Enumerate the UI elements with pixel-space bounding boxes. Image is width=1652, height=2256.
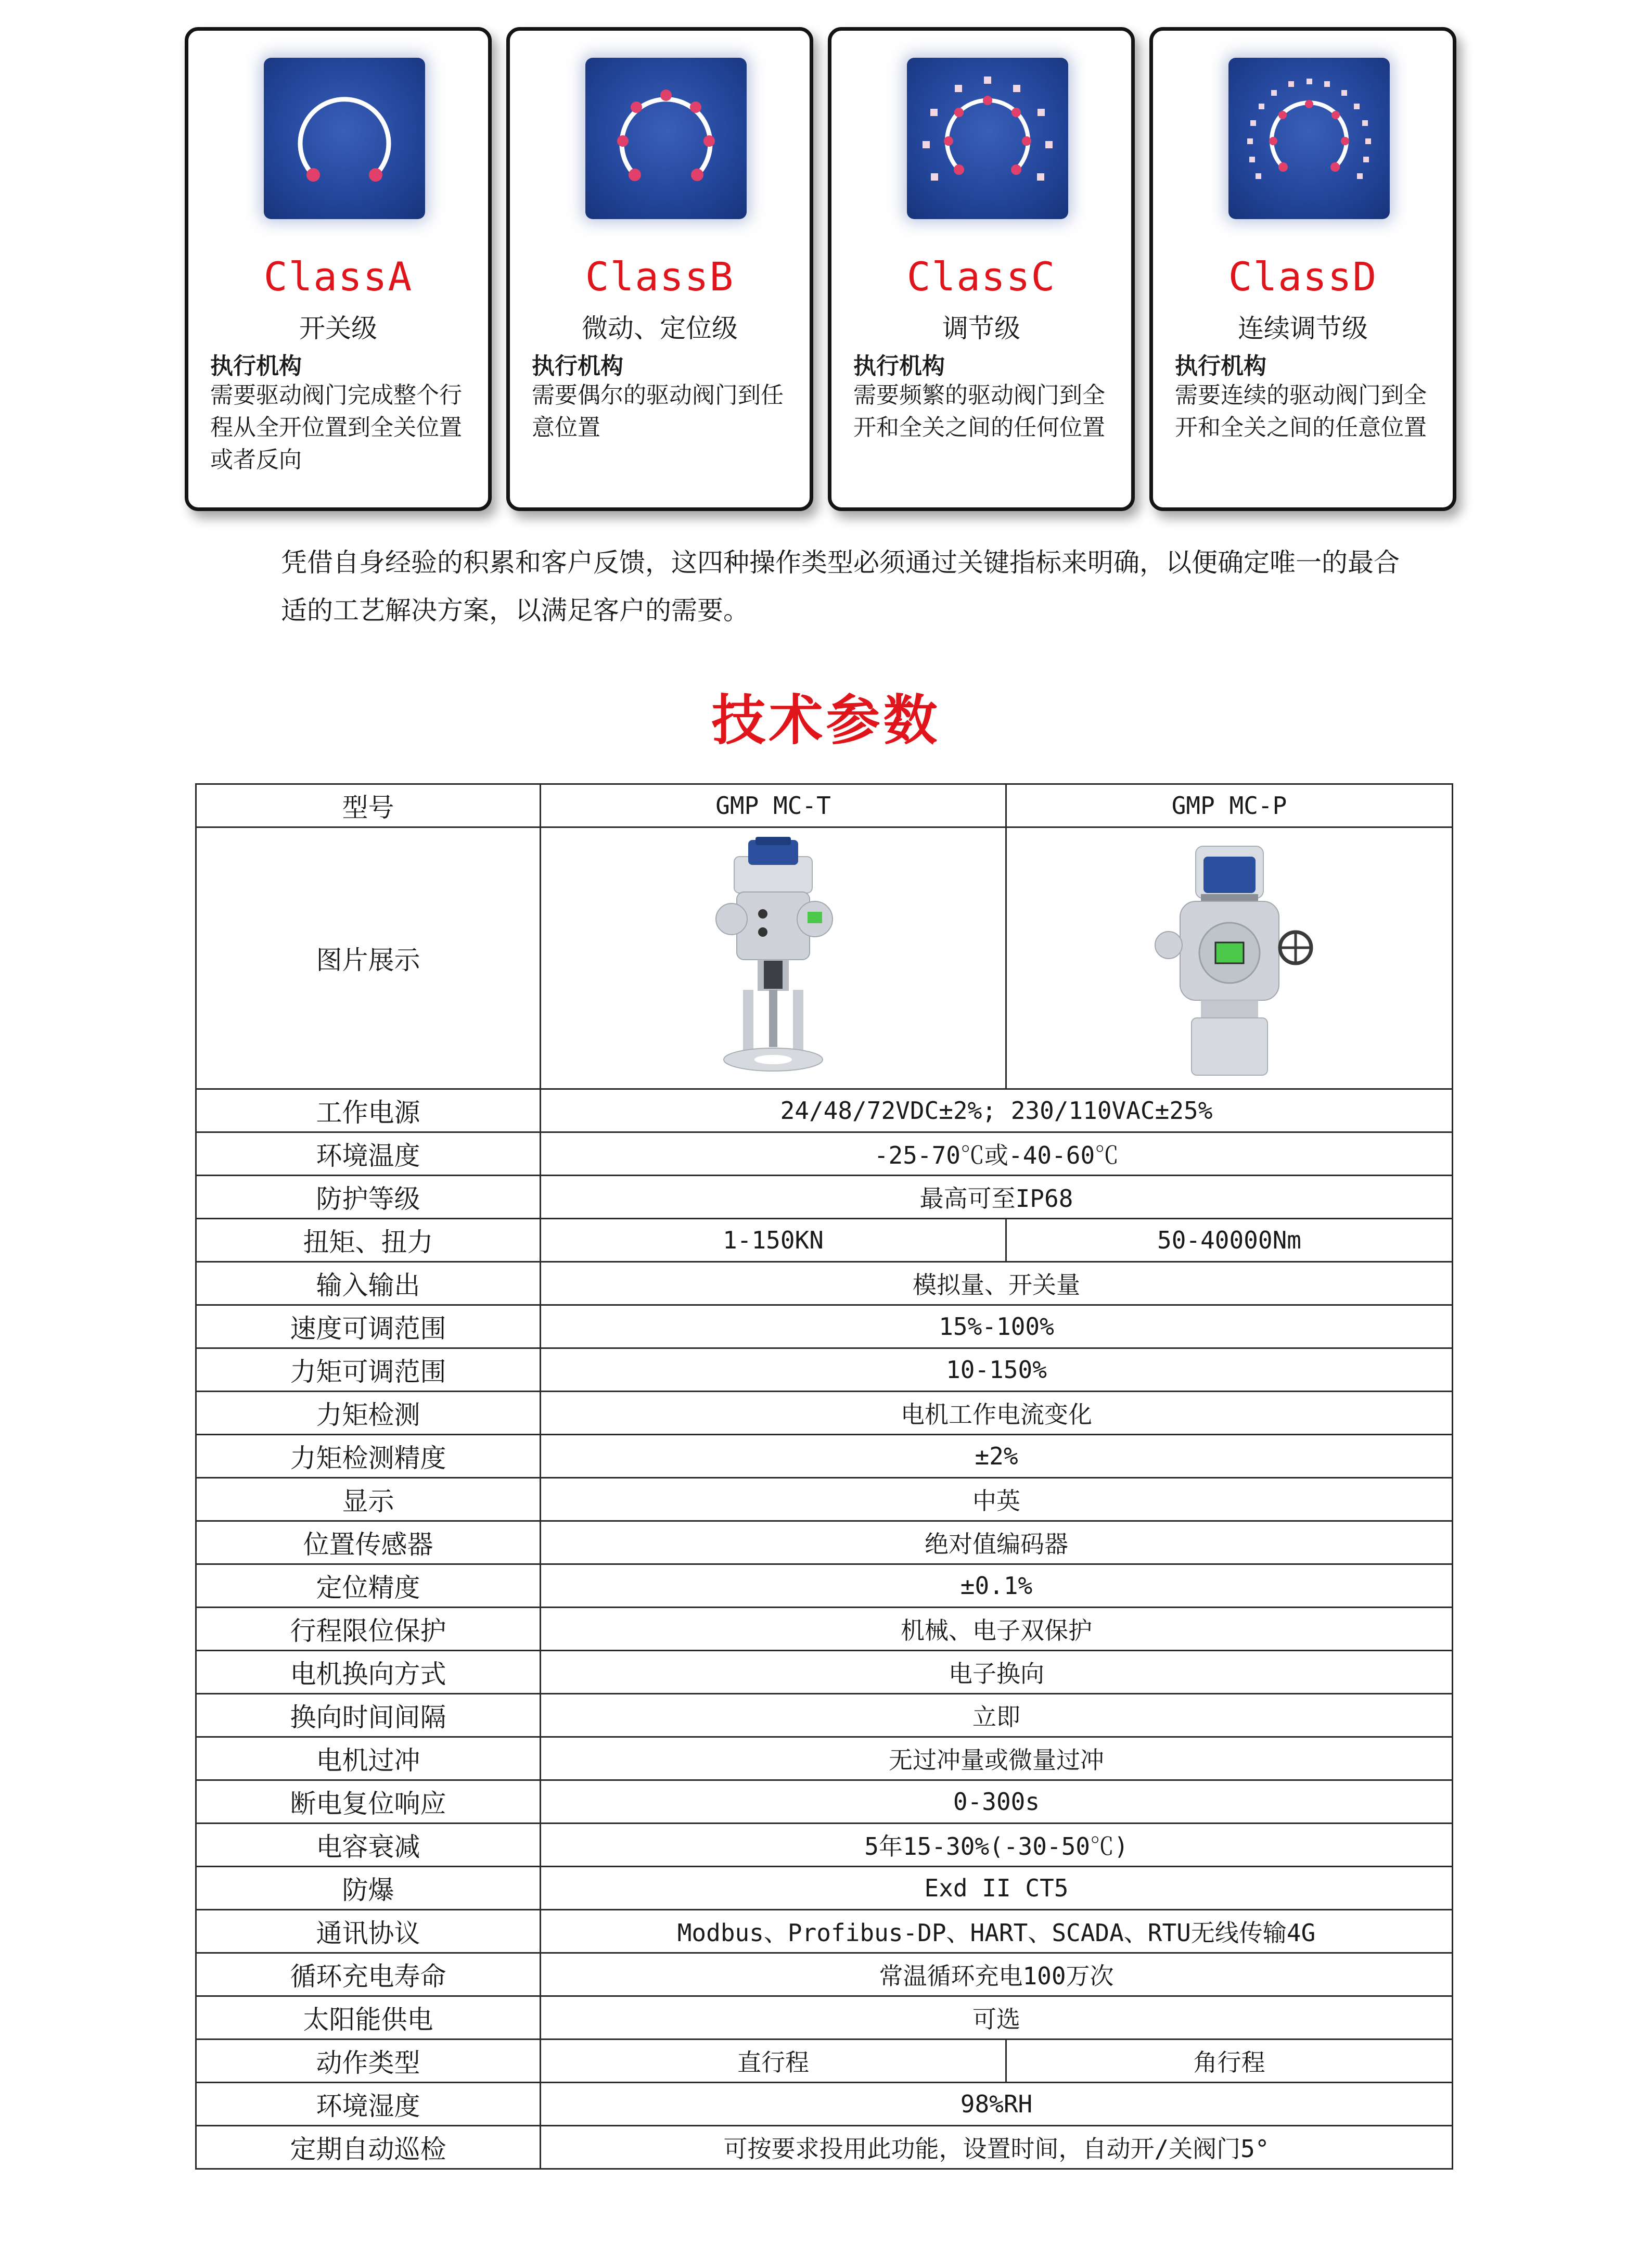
ring-dial-b-icon (585, 58, 747, 219)
row-value: 24/48/72VDC±2%; 230/110VAC±25% (541, 1089, 1453, 1132)
row-label: 定期自动巡检 (196, 2126, 541, 2169)
table-row (196, 1996, 1453, 2040)
table-row (196, 1262, 1453, 1305)
class-card-a (185, 27, 492, 511)
class-subtitle: 调节级 (942, 313, 1020, 343)
operation-class-cards (185, 27, 1462, 514)
table-row (196, 2126, 1453, 2169)
row-value: 98%RH (541, 2083, 1453, 2126)
class-title: ClassA (263, 253, 413, 300)
table-row (196, 1737, 1453, 1780)
ring-dial-c-icon (907, 58, 1068, 219)
table-row (196, 1348, 1453, 1392)
row-label: 输入输出 (196, 1262, 541, 1305)
row-value: 机械、电子双保护 (541, 1608, 1453, 1651)
class-heading: 执行机构 (532, 353, 623, 379)
table-row (196, 1521, 1453, 1564)
row-label: 电机过冲 (196, 1737, 541, 1780)
table-row (196, 1089, 1453, 1132)
row-label: 通讯协议 (196, 1910, 541, 1953)
row-label: 力矩检测精度 (196, 1435, 541, 1478)
table-row (196, 1780, 1453, 1824)
row-label: 显示 (196, 1478, 541, 1521)
row-label: 太阳能供电 (196, 1996, 541, 2040)
table-row (196, 1176, 1453, 1219)
row-label: 型号 (196, 784, 541, 827)
table-row (196, 1824, 1453, 1867)
class-card-c (828, 27, 1135, 511)
row-value: -25-70℃或-40-60℃ (541, 1132, 1453, 1176)
model-name: GMP MC-T (541, 784, 1006, 827)
class-subtitle: 开关级 (299, 313, 377, 343)
row-label: 循环充电寿命 (196, 1953, 541, 1996)
class-description: 需要频繁的驱动阀门到全开和全关之间的任何位置 (853, 382, 1105, 441)
row-value: 最高可至IP68 (541, 1176, 1453, 1219)
row-label: 位置传感器 (196, 1521, 541, 1564)
row-label: 电机换向方式 (196, 1651, 541, 1694)
row-label: 扭矩、扭力 (196, 1219, 541, 1262)
row-value: 中英 (541, 1478, 1453, 1521)
ring-dial-d-icon (1228, 58, 1390, 219)
row-value: 15%-100% (541, 1305, 1453, 1348)
table-row (196, 1478, 1453, 1521)
row-value: 常温循环充电100万次 (541, 1953, 1453, 1996)
row-label: 定位精度 (196, 1564, 541, 1608)
table-row (196, 1392, 1453, 1435)
table-row (196, 1564, 1453, 1608)
table-row (196, 1651, 1453, 1694)
row-label: 环境湿度 (196, 2083, 541, 2126)
product-image-cell (541, 827, 1006, 1089)
row-value: 角行程 (1006, 2040, 1453, 2083)
table-row (196, 1608, 1453, 1651)
product-image-cell (1006, 827, 1453, 1089)
row-value: 立即 (541, 1694, 1453, 1737)
rotary-actuator-image (1144, 836, 1315, 1080)
class-description: 需要偶尔的驱动阀门到任意位置 (532, 382, 784, 441)
row-label: 换向时间间隔 (196, 1694, 541, 1737)
class-title: ClassD (1228, 253, 1378, 300)
table-row (196, 827, 1453, 1089)
row-label: 环境温度 (196, 1132, 541, 1176)
model-name: GMP MC-P (1006, 784, 1453, 827)
row-label: 力矩检测 (196, 1392, 541, 1435)
row-value: 可按要求投用此功能，设置时间，自动开/关阀门5° (541, 2126, 1453, 2169)
section-title: 技术参数 (711, 689, 941, 752)
row-value: 直行程 (541, 2040, 1006, 2083)
row-value: 电子换向 (541, 1651, 1453, 1694)
row-label: 动作类型 (196, 2040, 541, 2083)
table-row (196, 1305, 1453, 1348)
row-label: 工作电源 (196, 1089, 541, 1132)
row-value: 50-40000Nm (1006, 1219, 1453, 1262)
table-row (196, 1132, 1453, 1176)
row-value: 1-150KN (541, 1219, 1006, 1262)
row-value: 5年15-30%(-30-50℃) (541, 1824, 1453, 1867)
table-row (196, 1694, 1453, 1737)
row-value: 无过冲量或微量过冲 (541, 1737, 1453, 1780)
class-description: 需要连续的驱动阀门到全开和全关之间的任意位置 (1175, 382, 1427, 441)
row-label: 断电复位响应 (196, 1780, 541, 1824)
row-label: 速度可调范围 (196, 1305, 541, 1348)
row-label: 防护等级 (196, 1176, 541, 1219)
class-description: 需要驱动阀门完成整个行程从全开位置到全关位置或者反向 (210, 382, 462, 473)
class-card-d (1149, 27, 1456, 511)
row-value: ±2% (541, 1435, 1453, 1478)
class-title: ClassB (585, 253, 735, 300)
linear-actuator-image (706, 836, 841, 1080)
row-value: 模拟量、开关量 (541, 1262, 1453, 1305)
row-label: 行程限位保护 (196, 1608, 541, 1651)
row-label: 力矩可调范围 (196, 1348, 541, 1392)
table-row (196, 1219, 1453, 1262)
class-heading: 执行机构 (210, 353, 302, 379)
class-heading: 执行机构 (1175, 353, 1266, 379)
row-label: 电容衰减 (196, 1824, 541, 1867)
table-row (196, 784, 1453, 827)
table-row (196, 1910, 1453, 1953)
table-row (196, 2083, 1453, 2126)
class-card-b (506, 27, 813, 511)
table-row (196, 1435, 1453, 1478)
row-value: ±0.1% (541, 1564, 1453, 1608)
row-value: Exd II CT5 (541, 1867, 1453, 1910)
table-row (196, 2040, 1453, 2083)
row-label: 防爆 (196, 1867, 541, 1910)
spec-table (195, 783, 1453, 2170)
row-value: 绝对值编码器 (541, 1521, 1453, 1564)
class-subtitle: 微动、定位级 (582, 313, 738, 343)
class-subtitle: 连续调节级 (1238, 313, 1368, 343)
row-value: Modbus、Profibus-DP、HART、SCADA、RTU无线传输4G (541, 1910, 1453, 1953)
row-value: 10-150% (541, 1348, 1453, 1392)
row-value: 0-300s (541, 1780, 1453, 1824)
row-label: 图片展示 (196, 827, 541, 1089)
row-value: 可选 (541, 1996, 1453, 2040)
table-row (196, 1953, 1453, 1996)
ring-dial-a-icon (264, 58, 425, 219)
class-heading: 执行机构 (853, 353, 945, 379)
row-value: 电机工作电流变化 (541, 1392, 1453, 1435)
class-title: ClassC (906, 253, 1056, 300)
intro-paragraph: 凭借自身经验的积累和客户反馈，这四种操作类型必须通过关键指标来明确，以便确定唯一的最合适的工艺解决方案，以满足客户的需要。 (281, 547, 1400, 626)
table-row (196, 1867, 1453, 1910)
